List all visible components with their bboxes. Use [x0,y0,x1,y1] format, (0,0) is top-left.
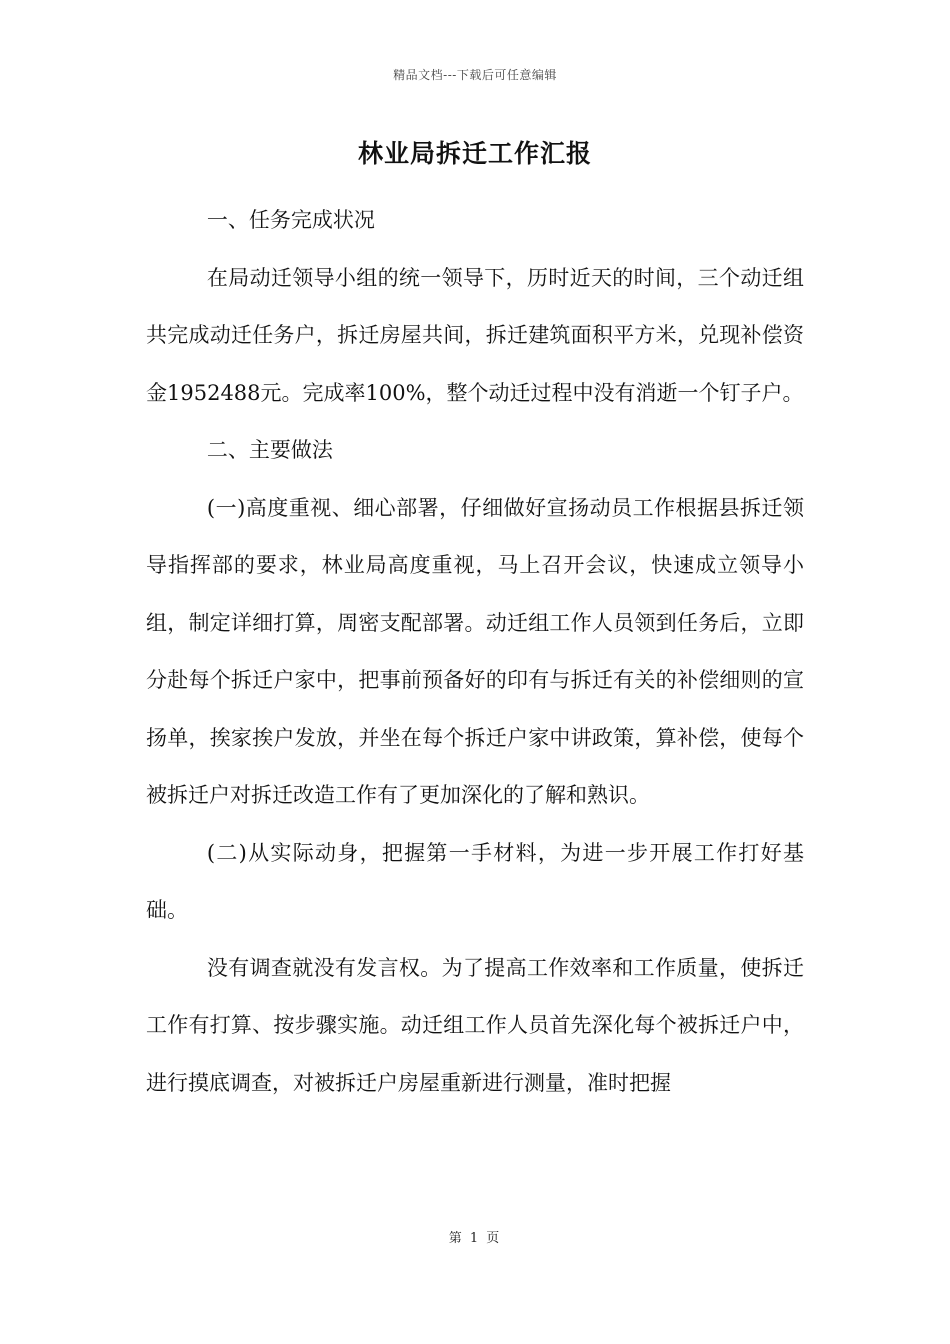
page-number: 第 1 页 [448,1231,502,1246]
paragraph-task-status: 在局动迁领导小组的统一领导下，历时近天的时间，三个动迁组共完成动迁任务户，拆迁房屋共间，拆迁建筑面积平方米，兑现补偿资金1952488元。完成率100%，整个动迁过程中没有消逝一个钉子户。 [146,265,804,405]
document-body [146,192,804,1112]
section-heading-1: 一、任务完成状况 [206,208,375,232]
paragraph-investigation: 没有调查就没有发言权。为了提高工作效率和工作质量，使拆迁工作有打算、按步骤实施。动迁组工作人员首先深化每个被拆迁户中，进行摸底调查，对被拆迁户房屋重新进行测量，准时把握 [146,955,804,1095]
document-title: 林业局拆迁工作汇报 [357,139,592,168]
section-heading-2: 二、主要做法 [206,438,333,462]
paragraph-first-hand-material: (二)从实际动身，把握第一手材料，为进一步开展工作打好基础。 [146,840,804,922]
header-note: 精品文档---下载后可任意编辑 [393,68,557,82]
paragraph-mobilization: (一)高度重视、细心部署，仔细做好宣扬动员工作根据县拆迁领导指挥部的要求，林业局高度重视，马上召开会议，快速成立领导小组，制定详细打算，周密支配部署。动迁组工作人员领到任务后，立即分赴每个拆迁户家中，把事前预备好的印有与拆迁有关的补偿细则的宣扬单，挨家挨户发放，并坐在每个拆迁户家中讲政策，算补偿，使每个被拆迁户对拆迁改造工作有了更加深化的了解和熟识。 [146,495,804,807]
